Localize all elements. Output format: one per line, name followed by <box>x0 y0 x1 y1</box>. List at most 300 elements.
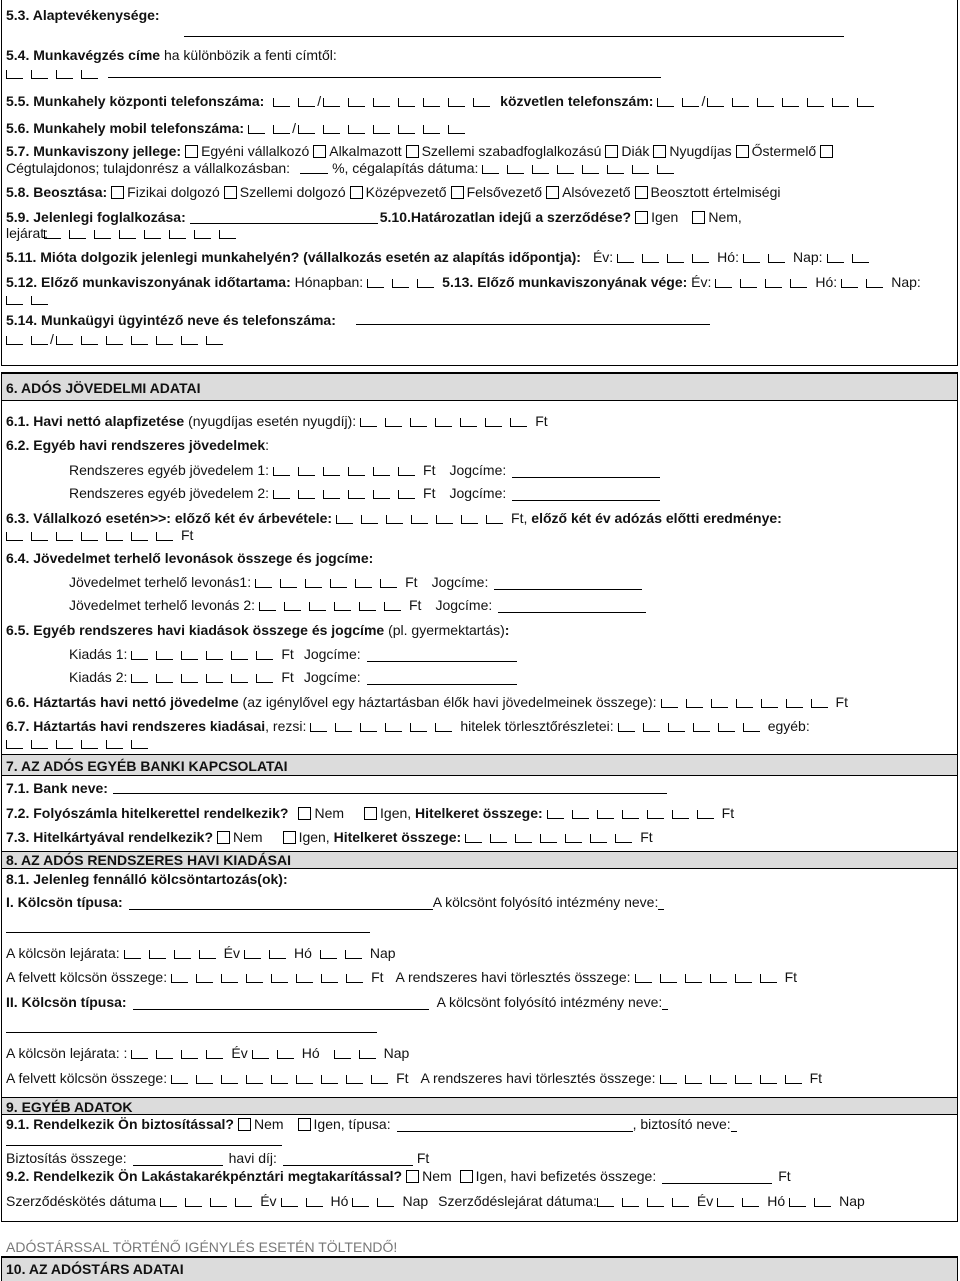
input-cell[interactable] <box>171 974 188 983</box>
input-cell[interactable] <box>710 1075 727 1084</box>
loan2-type-field[interactable] <box>133 1009 429 1010</box>
r72-limit-cells[interactable] <box>547 805 722 821</box>
input-cell[interactable] <box>685 974 702 983</box>
input-cell[interactable] <box>697 810 714 819</box>
s56-area-cells[interactable] <box>248 120 298 136</box>
r62-item-2-cells[interactable] <box>273 485 423 501</box>
r91-yes-checkbox[interactable] <box>298 1118 311 1131</box>
input-cell[interactable] <box>284 602 301 611</box>
loan2-lender-field[interactable] <box>662 1009 668 1010</box>
input-cell[interactable] <box>106 532 123 541</box>
s510-expiry-cells[interactable] <box>44 225 244 241</box>
input-cell[interactable] <box>69 230 86 239</box>
s511-year-cells[interactable] <box>617 249 717 265</box>
input-cell[interactable] <box>715 279 732 288</box>
input-cell[interactable] <box>196 974 213 983</box>
input-cell[interactable] <box>642 254 659 263</box>
input-cell[interactable] <box>131 651 148 660</box>
r64-item-1-reason-field[interactable] <box>494 589 642 590</box>
input-cell[interactable] <box>94 230 111 239</box>
input-cell[interactable] <box>156 336 173 345</box>
input-cell[interactable] <box>410 418 427 427</box>
input-cell[interactable] <box>657 165 674 174</box>
input-cell[interactable] <box>259 602 276 611</box>
input-cell[interactable] <box>473 98 490 107</box>
input-cell[interactable] <box>210 1198 227 1207</box>
input-cell[interactable] <box>736 699 753 708</box>
r67-credit-cells[interactable] <box>618 718 768 734</box>
input-cell[interactable] <box>360 418 377 427</box>
input-cell[interactable] <box>398 98 415 107</box>
input-cell[interactable] <box>323 467 340 476</box>
input-cell[interactable] <box>668 723 685 732</box>
input-cell[interactable] <box>206 651 223 660</box>
input-cell[interactable] <box>740 279 757 288</box>
input-cell[interactable] <box>647 1198 664 1207</box>
input-cell[interactable] <box>361 515 378 524</box>
s58-checkbox-4[interactable] <box>451 186 464 199</box>
input-cell[interactable] <box>386 515 403 524</box>
input-cell[interactable] <box>711 699 728 708</box>
input-cell[interactable] <box>119 230 136 239</box>
input-cell[interactable] <box>398 125 415 134</box>
s57-checkbox-6[interactable] <box>736 145 749 158</box>
s58-checkbox-6[interactable] <box>635 186 648 199</box>
input-cell[interactable] <box>181 336 198 345</box>
input-cell[interactable] <box>660 974 677 983</box>
input-cell[interactable] <box>345 950 362 959</box>
input-cell[interactable] <box>81 740 98 749</box>
s512-month-cells[interactable] <box>367 274 442 290</box>
input-cell[interactable] <box>782 98 799 107</box>
s54-cells[interactable] <box>6 65 106 81</box>
input-cell[interactable] <box>635 974 652 983</box>
input-cell[interactable] <box>557 165 574 174</box>
input-cell[interactable] <box>482 165 499 174</box>
loan1-day-cells[interactable] <box>320 945 370 961</box>
input-cell[interactable] <box>448 98 465 107</box>
input-cell[interactable] <box>672 810 689 819</box>
input-cell[interactable] <box>144 230 161 239</box>
input-cell[interactable] <box>667 254 684 263</box>
r91-insurer-field[interactable] <box>731 1131 737 1132</box>
input-cell[interactable] <box>686 699 703 708</box>
input-cell[interactable] <box>160 1198 177 1207</box>
r65-item-2-cells[interactable] <box>131 669 281 685</box>
input-cell[interactable] <box>306 1198 323 1207</box>
s58-checkbox-5[interactable] <box>546 186 559 199</box>
s513-day-cells[interactable] <box>6 291 56 307</box>
input-cell[interactable] <box>682 98 699 107</box>
input-cell[interactable] <box>181 1050 198 1059</box>
input-cell[interactable] <box>540 834 557 843</box>
r72-yes-checkbox[interactable] <box>364 807 377 820</box>
input-cell[interactable] <box>532 165 549 174</box>
loan2-lender-field-line[interactable] <box>6 1032 377 1033</box>
input-cell[interactable] <box>373 467 390 476</box>
r71-bank-field[interactable] <box>113 793 667 794</box>
s514-name-field[interactable] <box>356 324 710 325</box>
r73-limit-cells[interactable] <box>465 829 640 845</box>
r92-contract-day-cells[interactable] <box>352 1193 402 1209</box>
input-cell[interactable] <box>156 674 173 683</box>
r92-amount-field[interactable] <box>662 1183 772 1184</box>
input-cell[interactable] <box>330 579 347 588</box>
s55-number-cells[interactable] <box>323 93 498 109</box>
input-cell[interactable] <box>515 834 532 843</box>
loan2-installment-cells[interactable] <box>660 1070 810 1086</box>
s53-field[interactable] <box>184 36 844 37</box>
s57-checkbox-2[interactable] <box>313 145 326 158</box>
input-cell[interactable] <box>359 1050 376 1059</box>
loan2-day-cells[interactable] <box>334 1045 384 1061</box>
r64-item-2-cells[interactable] <box>259 597 409 613</box>
input-cell[interactable] <box>411 515 428 524</box>
input-cell[interactable] <box>346 1075 363 1084</box>
s54-field[interactable] <box>108 77 661 78</box>
input-cell[interactable] <box>6 336 23 345</box>
r92-contract-year-cells[interactable] <box>160 1193 260 1209</box>
input-cell[interactable] <box>692 254 709 263</box>
input-cell[interactable] <box>106 740 123 749</box>
input-cell[interactable] <box>732 98 749 107</box>
input-cell[interactable] <box>321 974 338 983</box>
loan1-year-cells[interactable] <box>124 945 224 961</box>
input-cell[interactable] <box>647 810 664 819</box>
s59-occupation-field[interactable] <box>190 223 378 224</box>
input-cell[interactable] <box>6 532 23 541</box>
input-cell[interactable] <box>156 651 173 660</box>
input-cell[interactable] <box>194 230 211 239</box>
input-cell[interactable] <box>377 1198 394 1207</box>
input-cell[interactable] <box>565 834 582 843</box>
s510-no-checkbox[interactable] <box>692 211 705 224</box>
r92-yes-checkbox[interactable] <box>460 1170 473 1183</box>
input-cell[interactable] <box>735 974 752 983</box>
input-cell[interactable] <box>248 125 265 134</box>
r64-item-1-cells[interactable] <box>255 574 405 590</box>
s58-checkbox-1[interactable] <box>111 186 124 199</box>
loan1-type-field[interactable] <box>129 909 433 910</box>
input-cell[interactable] <box>827 254 844 263</box>
r91-insurer-field-line[interactable] <box>6 1145 282 1146</box>
input-cell[interactable] <box>572 810 589 819</box>
s58-checkbox-2[interactable] <box>224 186 237 199</box>
input-cell[interactable] <box>435 418 452 427</box>
s57-date-cells[interactable] <box>482 160 682 176</box>
s55-area-cells[interactable] <box>273 93 323 109</box>
input-cell[interactable] <box>206 336 223 345</box>
input-cell[interactable] <box>672 1198 689 1207</box>
input-cell[interactable] <box>398 467 415 476</box>
input-cell[interactable] <box>156 532 173 541</box>
input-cell[interactable] <box>124 950 141 959</box>
input-cell[interactable] <box>131 674 148 683</box>
input-cell[interactable] <box>632 165 649 174</box>
input-cell[interactable] <box>841 279 858 288</box>
r92-end-year-cells[interactable] <box>597 1193 697 1209</box>
input-cell[interactable] <box>710 974 727 983</box>
input-cell[interactable] <box>582 165 599 174</box>
input-cell[interactable] <box>717 1198 734 1207</box>
s57-checkbox-7[interactable] <box>820 145 833 158</box>
input-cell[interactable] <box>423 125 440 134</box>
input-cell[interactable] <box>235 1198 252 1207</box>
input-cell[interactable] <box>814 1198 831 1207</box>
s57-checkbox-3[interactable] <box>406 145 419 158</box>
input-cell[interactable] <box>760 974 777 983</box>
input-cell[interactable] <box>244 950 261 959</box>
input-cell[interactable] <box>246 974 263 983</box>
input-cell[interactable] <box>6 296 23 305</box>
input-cell[interactable] <box>597 1198 614 1207</box>
input-cell[interactable] <box>31 532 48 541</box>
input-cell[interactable] <box>597 810 614 819</box>
input-cell[interactable] <box>131 336 148 345</box>
input-cell[interactable] <box>373 125 390 134</box>
input-cell[interactable] <box>384 602 401 611</box>
r61-cells[interactable] <box>360 413 535 429</box>
input-cell[interactable] <box>219 230 236 239</box>
input-cell[interactable] <box>321 1075 338 1084</box>
input-cell[interactable] <box>385 418 402 427</box>
input-cell[interactable] <box>547 810 564 819</box>
s57-checkbox-4[interactable] <box>605 145 618 158</box>
input-cell[interactable] <box>335 723 352 732</box>
input-cell[interactable] <box>196 1075 213 1084</box>
input-cell[interactable] <box>221 974 238 983</box>
s58-checkbox-3[interactable] <box>350 186 363 199</box>
input-cell[interactable] <box>685 1075 702 1084</box>
input-cell[interactable] <box>231 674 248 683</box>
input-cell[interactable] <box>298 125 315 134</box>
input-cell[interactable] <box>56 336 73 345</box>
r62-item-1-reason-field[interactable] <box>512 477 660 478</box>
input-cell[interactable] <box>31 70 48 79</box>
input-cell[interactable] <box>507 165 524 174</box>
s55-direct-area-cells[interactable] <box>657 93 707 109</box>
input-cell[interactable] <box>181 674 198 683</box>
input-cell[interactable] <box>171 1075 188 1084</box>
s513-month-cells[interactable] <box>841 274 891 290</box>
s514-phone-cells[interactable] <box>6 331 231 347</box>
input-cell[interactable] <box>852 254 869 263</box>
input-cell[interactable] <box>280 579 297 588</box>
input-cell[interactable] <box>305 579 322 588</box>
input-cell[interactable] <box>490 834 507 843</box>
s511-day-cells[interactable] <box>827 249 877 265</box>
input-cell[interactable] <box>435 723 452 732</box>
input-cell[interactable] <box>661 699 678 708</box>
input-cell[interactable] <box>255 579 272 588</box>
r73-no-checkbox[interactable] <box>217 831 230 844</box>
r67-utility-cells[interactable] <box>310 718 460 734</box>
r92-end-day-cells[interactable] <box>789 1193 839 1209</box>
input-cell[interactable] <box>761 699 778 708</box>
input-cell[interactable] <box>81 70 98 79</box>
input-cell[interactable] <box>269 950 286 959</box>
s57-share-field[interactable] <box>300 173 328 174</box>
input-cell[interactable] <box>81 336 98 345</box>
input-cell[interactable] <box>392 279 409 288</box>
input-cell[interactable] <box>81 532 98 541</box>
r91-sum-field[interactable] <box>133 1165 223 1166</box>
input-cell[interactable] <box>657 98 674 107</box>
r64-item-2-reason-field[interactable] <box>498 612 646 613</box>
input-cell[interactable] <box>174 950 191 959</box>
loan1-lender-field-line[interactable] <box>6 932 370 933</box>
r91-type-field[interactable] <box>397 1131 633 1132</box>
s510-yes-checkbox[interactable] <box>635 211 648 224</box>
input-cell[interactable] <box>385 723 402 732</box>
input-cell[interactable] <box>6 740 23 749</box>
input-cell[interactable] <box>131 532 148 541</box>
input-cell[interactable] <box>246 1075 263 1084</box>
r63-result-cells[interactable] <box>6 527 181 543</box>
input-cell[interactable] <box>765 279 782 288</box>
input-cell[interactable] <box>273 490 290 499</box>
input-cell[interactable] <box>622 1198 639 1207</box>
loan1-installment-cells[interactable] <box>635 969 785 985</box>
input-cell[interactable] <box>56 70 73 79</box>
input-cell[interactable] <box>273 467 290 476</box>
input-cell[interactable] <box>131 740 148 749</box>
input-cell[interactable] <box>380 579 397 588</box>
input-cell[interactable] <box>423 98 440 107</box>
input-cell[interactable] <box>866 279 883 288</box>
input-cell[interactable] <box>31 336 48 345</box>
r91-no-checkbox[interactable] <box>238 1118 251 1131</box>
input-cell[interactable] <box>789 1198 806 1207</box>
input-cell[interactable] <box>367 279 384 288</box>
input-cell[interactable] <box>768 254 785 263</box>
input-cell[interactable] <box>410 723 427 732</box>
input-cell[interactable] <box>790 279 807 288</box>
input-cell[interactable] <box>320 950 337 959</box>
input-cell[interactable] <box>786 699 803 708</box>
input-cell[interactable] <box>352 1198 369 1207</box>
input-cell[interactable] <box>436 515 453 524</box>
input-cell[interactable] <box>149 950 166 959</box>
input-cell[interactable] <box>360 723 377 732</box>
input-cell[interactable] <box>221 1075 238 1084</box>
input-cell[interactable] <box>323 490 340 499</box>
input-cell[interactable] <box>460 418 477 427</box>
input-cell[interactable] <box>131 1050 148 1059</box>
input-cell[interactable] <box>643 723 660 732</box>
loan1-month-cells[interactable] <box>244 945 294 961</box>
input-cell[interactable] <box>417 279 434 288</box>
input-cell[interactable] <box>309 602 326 611</box>
r67-other-cells[interactable] <box>6 735 156 751</box>
input-cell[interactable] <box>811 699 828 708</box>
loan2-amount-cells[interactable] <box>171 1070 396 1086</box>
input-cell[interactable] <box>44 230 61 239</box>
r63-revenue-cells[interactable] <box>336 510 511 526</box>
input-cell[interactable] <box>510 418 527 427</box>
input-cell[interactable] <box>398 490 415 499</box>
input-cell[interactable] <box>348 98 365 107</box>
input-cell[interactable] <box>857 98 874 107</box>
loan1-amount-cells[interactable] <box>171 969 371 985</box>
loan1-lender-field[interactable] <box>658 909 664 910</box>
input-cell[interactable] <box>181 651 198 660</box>
input-cell[interactable] <box>334 1050 351 1059</box>
input-cell[interactable] <box>760 1075 777 1084</box>
input-cell[interactable] <box>106 336 123 345</box>
r66-cells[interactable] <box>661 694 836 710</box>
r62-item-2-reason-field[interactable] <box>512 500 660 501</box>
input-cell[interactable] <box>323 125 340 134</box>
input-cell[interactable] <box>735 1075 752 1084</box>
input-cell[interactable] <box>785 1075 802 1084</box>
input-cell[interactable] <box>718 723 735 732</box>
input-cell[interactable] <box>622 810 639 819</box>
input-cell[interactable] <box>607 165 624 174</box>
input-cell[interactable] <box>373 490 390 499</box>
input-cell[interactable] <box>169 230 186 239</box>
s511-month-cells[interactable] <box>743 249 793 265</box>
input-cell[interactable] <box>832 98 849 107</box>
s56-number-cells[interactable] <box>298 120 473 136</box>
input-cell[interactable] <box>359 602 376 611</box>
input-cell[interactable] <box>296 974 313 983</box>
input-cell[interactable] <box>31 296 48 305</box>
input-cell[interactable] <box>298 490 315 499</box>
input-cell[interactable] <box>757 98 774 107</box>
loan2-year-cells[interactable] <box>131 1045 231 1061</box>
input-cell[interactable] <box>281 1198 298 1207</box>
input-cell[interactable] <box>373 98 390 107</box>
r65-item-2-reason-field[interactable] <box>367 684 517 685</box>
input-cell[interactable] <box>615 834 632 843</box>
input-cell[interactable] <box>485 418 502 427</box>
s55-direct-number-cells[interactable] <box>707 93 882 109</box>
input-cell[interactable] <box>206 1050 223 1059</box>
input-cell[interactable] <box>465 834 482 843</box>
s57-checkbox-5[interactable] <box>653 145 666 158</box>
input-cell[interactable] <box>693 723 710 732</box>
input-cell[interactable] <box>371 1075 388 1084</box>
input-cell[interactable] <box>298 98 315 107</box>
s513-year-cells[interactable] <box>715 274 815 290</box>
input-cell[interactable] <box>448 125 465 134</box>
input-cell[interactable] <box>660 1075 677 1084</box>
input-cell[interactable] <box>256 674 273 683</box>
input-cell[interactable] <box>310 723 327 732</box>
input-cell[interactable] <box>742 1198 759 1207</box>
s57-checkbox-1[interactable] <box>185 145 198 158</box>
input-cell[interactable] <box>296 1075 313 1084</box>
input-cell[interactable] <box>807 98 824 107</box>
input-cell[interactable] <box>206 674 223 683</box>
input-cell[interactable] <box>185 1198 202 1207</box>
input-cell[interactable] <box>56 740 73 749</box>
input-cell[interactable] <box>461 515 478 524</box>
input-cell[interactable] <box>231 651 248 660</box>
r65-item-1-reason-field[interactable] <box>367 661 517 662</box>
input-cell[interactable] <box>277 1050 294 1059</box>
input-cell[interactable] <box>348 125 365 134</box>
input-cell[interactable] <box>323 98 340 107</box>
input-cell[interactable] <box>31 740 48 749</box>
input-cell[interactable] <box>271 1075 288 1084</box>
r91-fee-field[interactable] <box>283 1165 413 1166</box>
input-cell[interactable] <box>618 723 635 732</box>
input-cell[interactable] <box>273 98 290 107</box>
input-cell[interactable] <box>334 602 351 611</box>
input-cell[interactable] <box>617 254 634 263</box>
